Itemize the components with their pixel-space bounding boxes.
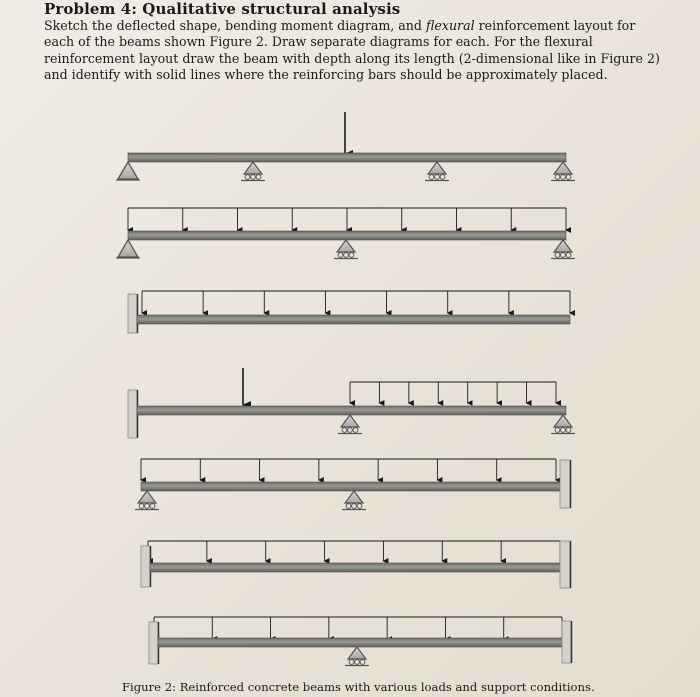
beam-body — [128, 231, 566, 240]
statement-emphasis: flexural — [425, 18, 475, 33]
roller-support — [554, 240, 572, 252]
roller-wheel — [342, 428, 347, 433]
roller-wheel — [555, 253, 560, 258]
figure-caption: Figure 2: Reinforced concrete beams with various loads and support conditions. — [122, 680, 595, 694]
beam-body — [137, 406, 566, 415]
roller-support — [341, 415, 359, 427]
beam-3 — [128, 291, 570, 333]
roller-wheel — [349, 253, 354, 258]
statement-part-2: reinforcement layout for each of the beams shown Figure 2. Draw separate diagrams for each. For the flexural reinforcement layout draw the beam with depth along its length (2-dimensional like in Figure 2) and identify with solid lines where the reinforcing bars should be approximately placed. — [44, 18, 660, 82]
statement-part-1: Sketch the deflected shape, bending moment diagram, and — [44, 18, 426, 33]
beam-body — [141, 482, 560, 491]
roller-wheel — [353, 428, 358, 433]
roller-wheel — [561, 253, 566, 258]
roller-wheel — [349, 660, 354, 665]
roller-wheel — [344, 253, 349, 258]
roller-support — [554, 162, 572, 174]
roller-support — [554, 415, 572, 427]
fixed-support — [128, 390, 137, 438]
beam-body — [158, 638, 562, 647]
roller-wheel — [338, 253, 343, 258]
beam-body — [128, 153, 566, 162]
beam-body — [137, 315, 570, 324]
roller-wheel — [435, 175, 440, 180]
roller-wheel — [357, 504, 362, 509]
roller-wheel — [566, 253, 571, 258]
fixed-support — [560, 541, 570, 588]
roller-wheel — [555, 175, 560, 180]
problem-title: Problem 4: Qualitative structural analysis — [44, 0, 401, 18]
fixed-support — [562, 621, 571, 663]
roller-wheel — [352, 504, 357, 509]
pin-support — [118, 240, 138, 257]
roller-wheel — [256, 175, 261, 180]
fixed-support — [149, 622, 158, 664]
beam-5 — [135, 459, 571, 510]
roller-support — [428, 162, 446, 174]
roller-support — [244, 162, 262, 174]
beam-2 — [116, 208, 575, 259]
roller-wheel — [150, 504, 155, 509]
roller-wheel — [561, 428, 566, 433]
roller-wheel — [251, 175, 256, 180]
roller-wheel — [566, 428, 571, 433]
beam-6 — [141, 541, 571, 588]
roller-support — [138, 491, 156, 503]
roller-wheel — [245, 175, 250, 180]
fixed-support — [128, 294, 137, 333]
fixed-support — [141, 546, 150, 587]
roller-support — [345, 491, 363, 503]
roller-wheel — [145, 504, 150, 509]
beam-1 — [116, 112, 575, 181]
beam-7 — [149, 617, 572, 666]
roller-wheel — [561, 175, 566, 180]
roller-wheel — [429, 175, 434, 180]
beam-body — [150, 563, 560, 572]
pin-support — [118, 162, 138, 179]
fixed-support — [560, 460, 570, 508]
roller-wheel — [348, 428, 353, 433]
roller-wheel — [355, 660, 360, 665]
roller-wheel — [139, 504, 144, 509]
roller-wheel — [555, 428, 560, 433]
roller-support — [348, 647, 366, 659]
roller-wheel — [440, 175, 445, 180]
roller-wheel — [346, 504, 351, 509]
roller-wheel — [360, 660, 365, 665]
roller-support — [337, 240, 355, 252]
beams-layer — [116, 112, 575, 666]
beam-4 — [128, 368, 575, 438]
roller-wheel — [566, 175, 571, 180]
